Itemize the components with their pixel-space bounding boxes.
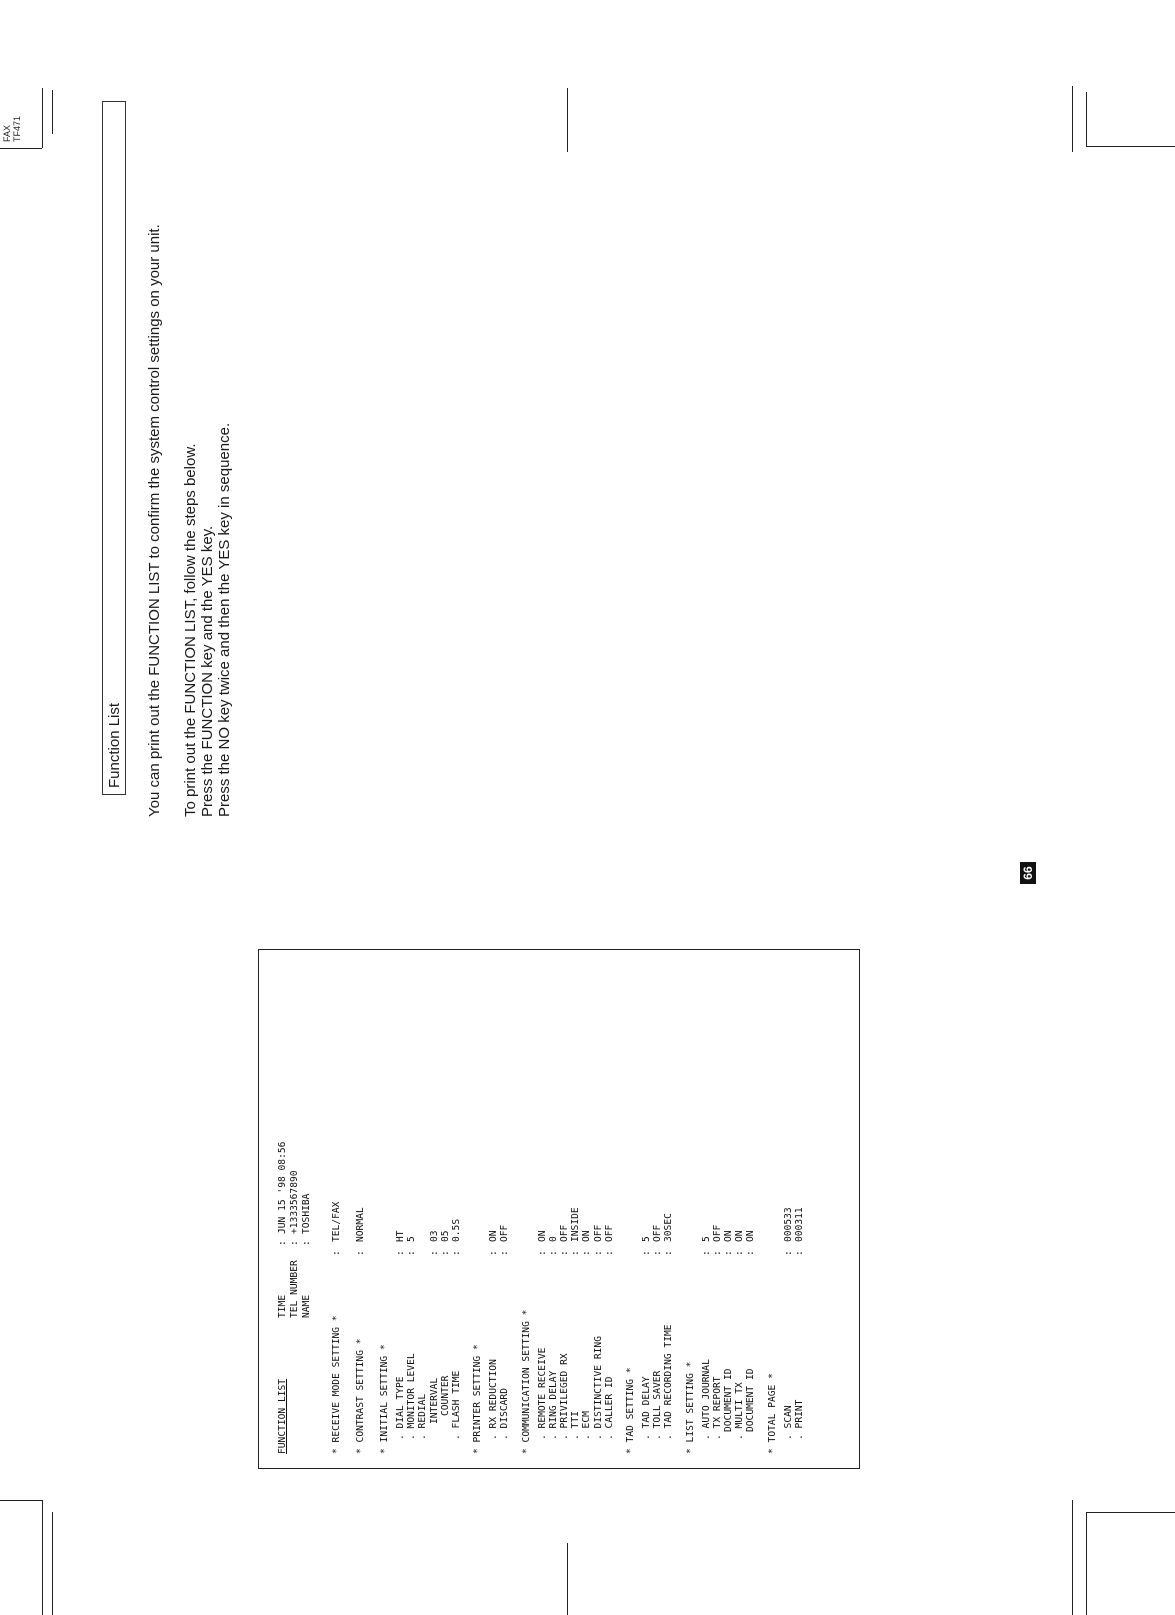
setting-label: . TAD DELAY bbox=[641, 1376, 652, 1440]
setting-value: OFF bbox=[652, 1224, 664, 1242]
setting-colon: : bbox=[745, 1250, 757, 1256]
function-list-printout bbox=[258, 949, 860, 1469]
setting-value: INSIDE bbox=[570, 1207, 582, 1242]
setting-value: 0.5S bbox=[451, 1218, 462, 1242]
section-heading: * COMMUNICATION SETTING * bbox=[520, 1309, 532, 1454]
setting-label: . TAD RECORDING TIME bbox=[663, 1324, 675, 1440]
setting-value: 5 bbox=[406, 1236, 418, 1242]
setting-label: . RING DELAY bbox=[547, 1370, 559, 1440]
setting-label: . MULTI TX bbox=[734, 1382, 746, 1440]
intro-text: You can print out the FUNCTION LIST to confirm the system control settings on your unit. bbox=[146, 224, 163, 817]
setting-value: OFF bbox=[499, 1224, 511, 1242]
setting-label: . TOLL SAVER bbox=[652, 1370, 664, 1440]
fax-tab-label: FAX bbox=[2, 124, 12, 142]
header-colon: : bbox=[289, 1240, 300, 1246]
setting-colon: : bbox=[723, 1250, 734, 1256]
section-heading: * INITIAL SETTING * bbox=[379, 1344, 390, 1454]
setting-value: 000311 bbox=[793, 1207, 805, 1242]
setting-value: OFF bbox=[592, 1224, 604, 1242]
setting-value: 0 bbox=[547, 1236, 559, 1242]
setting-colon: : bbox=[592, 1250, 604, 1256]
header-colon: : bbox=[301, 1240, 312, 1246]
setting-label: . SCAN bbox=[782, 1405, 794, 1440]
header-colon: : bbox=[277, 1240, 288, 1246]
setting-colon: : bbox=[536, 1250, 548, 1256]
setting-value: ON bbox=[734, 1230, 746, 1242]
steps bbox=[182, 423, 233, 817]
setting-label: . TTI bbox=[570, 1411, 582, 1440]
setting-colon: : bbox=[406, 1250, 418, 1256]
setting-value: 05 bbox=[439, 1230, 451, 1242]
header-value: +1333567890 bbox=[289, 1170, 300, 1234]
section-heading: * TOTAL PAGE * bbox=[766, 1373, 778, 1454]
setting-label: DOCUMENT ID bbox=[745, 1368, 757, 1432]
setting-colon: : bbox=[547, 1250, 559, 1256]
section-title: Function List bbox=[102, 101, 126, 795]
header-value: TOSHIBA bbox=[301, 1193, 312, 1234]
setting-value: 30SEC bbox=[663, 1213, 675, 1242]
section-colon: : bbox=[355, 1250, 366, 1256]
section-heading: * CONTRAST SETTING * bbox=[355, 1338, 366, 1454]
setting-label: . TX REPORT bbox=[711, 1376, 723, 1440]
setting-colon: : bbox=[663, 1250, 675, 1256]
header-label: NAME bbox=[301, 1294, 312, 1318]
setting-colon: : bbox=[700, 1250, 712, 1256]
setting-label: INTERVAL bbox=[428, 1377, 440, 1424]
setting-label: . CALLER ID bbox=[603, 1376, 615, 1440]
setting-colon: : bbox=[641, 1250, 652, 1256]
step-line: Press the FUNCTION key and the YES key. bbox=[199, 525, 216, 817]
setting-colon: : bbox=[793, 1250, 805, 1256]
setting-label: . PRIVILEGED RX bbox=[559, 1353, 570, 1440]
setting-colon: : bbox=[734, 1250, 746, 1256]
setting-label: . ECM bbox=[581, 1411, 593, 1440]
setting-colon: : bbox=[782, 1250, 794, 1256]
step-line: To print out the FUNCTION LIST, follow the steps below. bbox=[182, 443, 199, 817]
setting-label: . DISTINCTIVE RING bbox=[592, 1336, 604, 1440]
setting-value: ON bbox=[745, 1230, 757, 1242]
setting-colon: : bbox=[428, 1250, 440, 1256]
setting-label: . AUTO JOURNAL bbox=[700, 1359, 712, 1440]
setting-value: ON bbox=[723, 1230, 734, 1242]
setting-label: . PRINT bbox=[793, 1399, 805, 1440]
header-value: JUN 15 '98 08:56 bbox=[277, 1141, 288, 1234]
section-heading: * RECEIVE MODE SETTING * bbox=[331, 1315, 342, 1454]
setting-value: 000533 bbox=[782, 1207, 794, 1242]
setting-label: DOCUMENT ID bbox=[723, 1368, 734, 1432]
setting-value: OFF bbox=[559, 1224, 570, 1242]
section-value: TEL/FAX bbox=[331, 1201, 342, 1242]
header-label: TEL NUMBER bbox=[289, 1260, 300, 1318]
setting-label: . REDIAL bbox=[417, 1393, 429, 1440]
section-value: NORMAL bbox=[355, 1207, 366, 1242]
setting-colon: : bbox=[499, 1250, 511, 1256]
setting-colon: : bbox=[488, 1250, 500, 1256]
setting-value: HT bbox=[395, 1230, 406, 1242]
setting-label: . RX REDUCTION bbox=[488, 1359, 500, 1440]
setting-colon: : bbox=[451, 1250, 462, 1256]
fax-tab bbox=[0, 0, 54, 150]
setting-value: 03 bbox=[428, 1230, 440, 1242]
header-label: TIME bbox=[277, 1294, 288, 1318]
setting-colon: : bbox=[603, 1250, 615, 1256]
printout-title: FUNCTION LIST bbox=[277, 1378, 288, 1454]
setting-value: 5 bbox=[641, 1236, 652, 1242]
setting-label: . DISCARD bbox=[499, 1388, 511, 1440]
setting-value: OFF bbox=[603, 1224, 615, 1242]
section-heading: * PRINTER SETTING * bbox=[472, 1344, 484, 1454]
setting-colon: : bbox=[581, 1250, 593, 1256]
page-number: 66 bbox=[1020, 862, 1036, 884]
setting-value: OFF bbox=[711, 1224, 723, 1242]
setting-colon: : bbox=[570, 1250, 582, 1256]
setting-colon: : bbox=[711, 1250, 723, 1256]
step-line: Press the NO key twice and then the YES key in sequence. bbox=[216, 422, 233, 817]
setting-label: . REMOTE RECEIVE bbox=[536, 1347, 548, 1440]
fax-tab-model: TF471 bbox=[12, 115, 22, 142]
section-heading: * TAD SETTING * bbox=[625, 1367, 636, 1454]
section-heading: * LIST SETTING * bbox=[684, 1361, 696, 1454]
setting-value: ON bbox=[536, 1230, 548, 1242]
setting-label: COUNTER bbox=[439, 1375, 451, 1416]
setting-colon: : bbox=[395, 1250, 406, 1256]
setting-colon: : bbox=[439, 1250, 451, 1256]
setting-value: 5 bbox=[700, 1236, 712, 1242]
setting-label: . MONITOR LEVEL bbox=[406, 1353, 418, 1440]
setting-value: ON bbox=[581, 1230, 593, 1242]
setting-colon: : bbox=[652, 1250, 664, 1256]
setting-colon: : bbox=[559, 1250, 570, 1256]
section-colon: : bbox=[331, 1250, 342, 1256]
setting-label: . DIAL TYPE bbox=[395, 1376, 406, 1440]
setting-label: . FLASH TIME bbox=[451, 1370, 462, 1440]
setting-value: ON bbox=[488, 1230, 500, 1242]
